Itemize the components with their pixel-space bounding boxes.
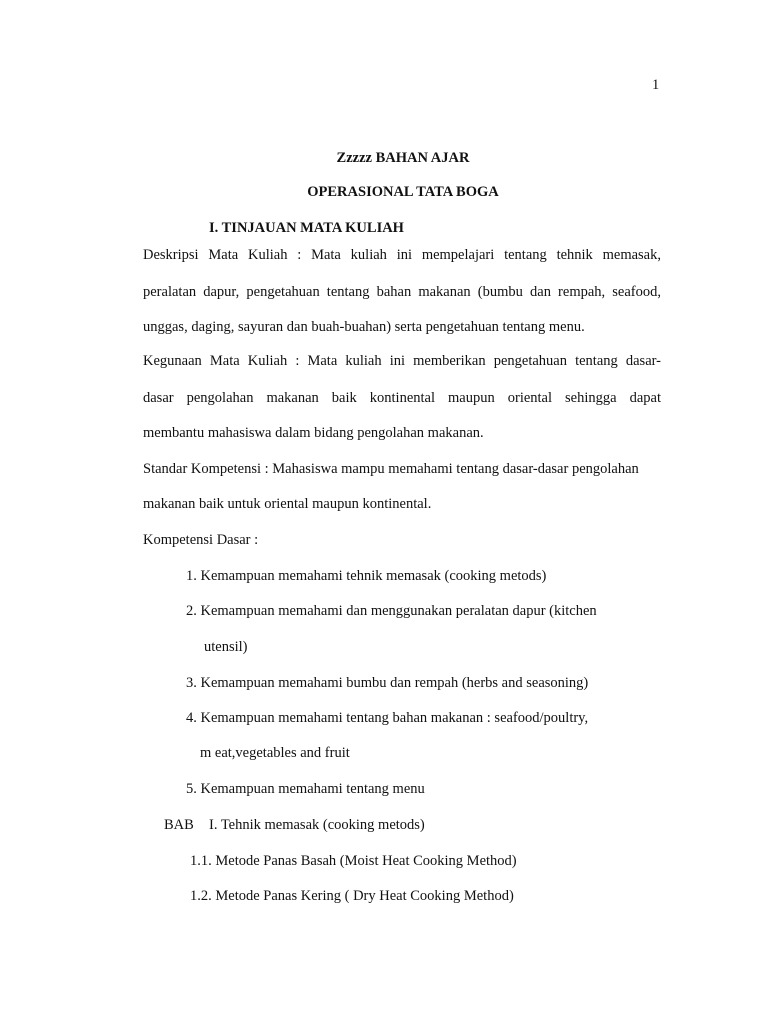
deskripsi-line-3: unggas, daging, sayuran dan buah-buahan) serta pengetahuan tentang menu. bbox=[143, 319, 585, 335]
bab-subitem-2: 1.2. Metode Panas Kering ( Dry Heat Cooking Method) bbox=[190, 888, 514, 904]
document-title: Zzzzz BAHAN AJAR bbox=[336, 150, 470, 166]
kompetensi-item-5: 5. Kemampuan memahami tentang menu bbox=[186, 781, 425, 797]
document-subtitle: OPERASIONAL TATA BOGA bbox=[307, 184, 499, 200]
kompetensi-item-2-cont: utensil) bbox=[204, 639, 248, 655]
bab-title: I. Tehnik memasak (cooking metods) bbox=[209, 817, 425, 833]
section-heading: I. TINJAUAN MATA KULIAH bbox=[209, 220, 404, 236]
kegunaan-line-1: Kegunaan Mata Kuliah : Mata kuliah ini memberikan pengetahuan tentang dasar- bbox=[143, 353, 661, 369]
kegunaan-line-2: dasar pengolahan makanan baik kontinental maupun oriental sehingga dapat bbox=[143, 390, 661, 406]
kompetensi-item-2: 2. Kemampuan memahami dan menggunakan peralatan dapur (kitchen bbox=[186, 603, 597, 619]
deskripsi-line-1: Deskripsi Mata Kuliah : Mata kuliah ini mempelajari tentang tehnik memasak, bbox=[143, 247, 661, 263]
standar-line-1: Standar Kompetensi : Mahasiswa mampu memahami tentang dasar-dasar pengolahan bbox=[143, 461, 639, 477]
deskripsi-line-2: peralatan dapur, pengetahuan tentang bahan makanan (bumbu dan rempah, seafood, bbox=[143, 284, 661, 300]
kompetensi-item-1: 1. Kemampuan memahami tehnik memasak (cooking metods) bbox=[186, 568, 547, 584]
kompetensi-label: Kompetensi Dasar : bbox=[143, 532, 259, 548]
kompetensi-item-4: 4. Kemampuan memahami tentang bahan makanan : seafood/poultry, bbox=[186, 710, 589, 726]
kompetensi-item-3: 3. Kemampuan memahami bumbu dan rempah (herbs and seasoning) bbox=[186, 675, 589, 691]
bab-label: BAB bbox=[164, 817, 194, 833]
bab-subitem-1: 1.1. Metode Panas Basah (Moist Heat Cooking Method) bbox=[190, 853, 517, 869]
page-number: 1 bbox=[652, 77, 660, 93]
standar-line-2: makanan baik untuk oriental maupun kontinental. bbox=[143, 496, 432, 512]
kompetensi-item-4-cont: m eat,vegetables and fruit bbox=[200, 745, 350, 761]
kegunaan-line-3: membantu mahasiswa dalam bidang pengolahan makanan. bbox=[143, 425, 484, 441]
